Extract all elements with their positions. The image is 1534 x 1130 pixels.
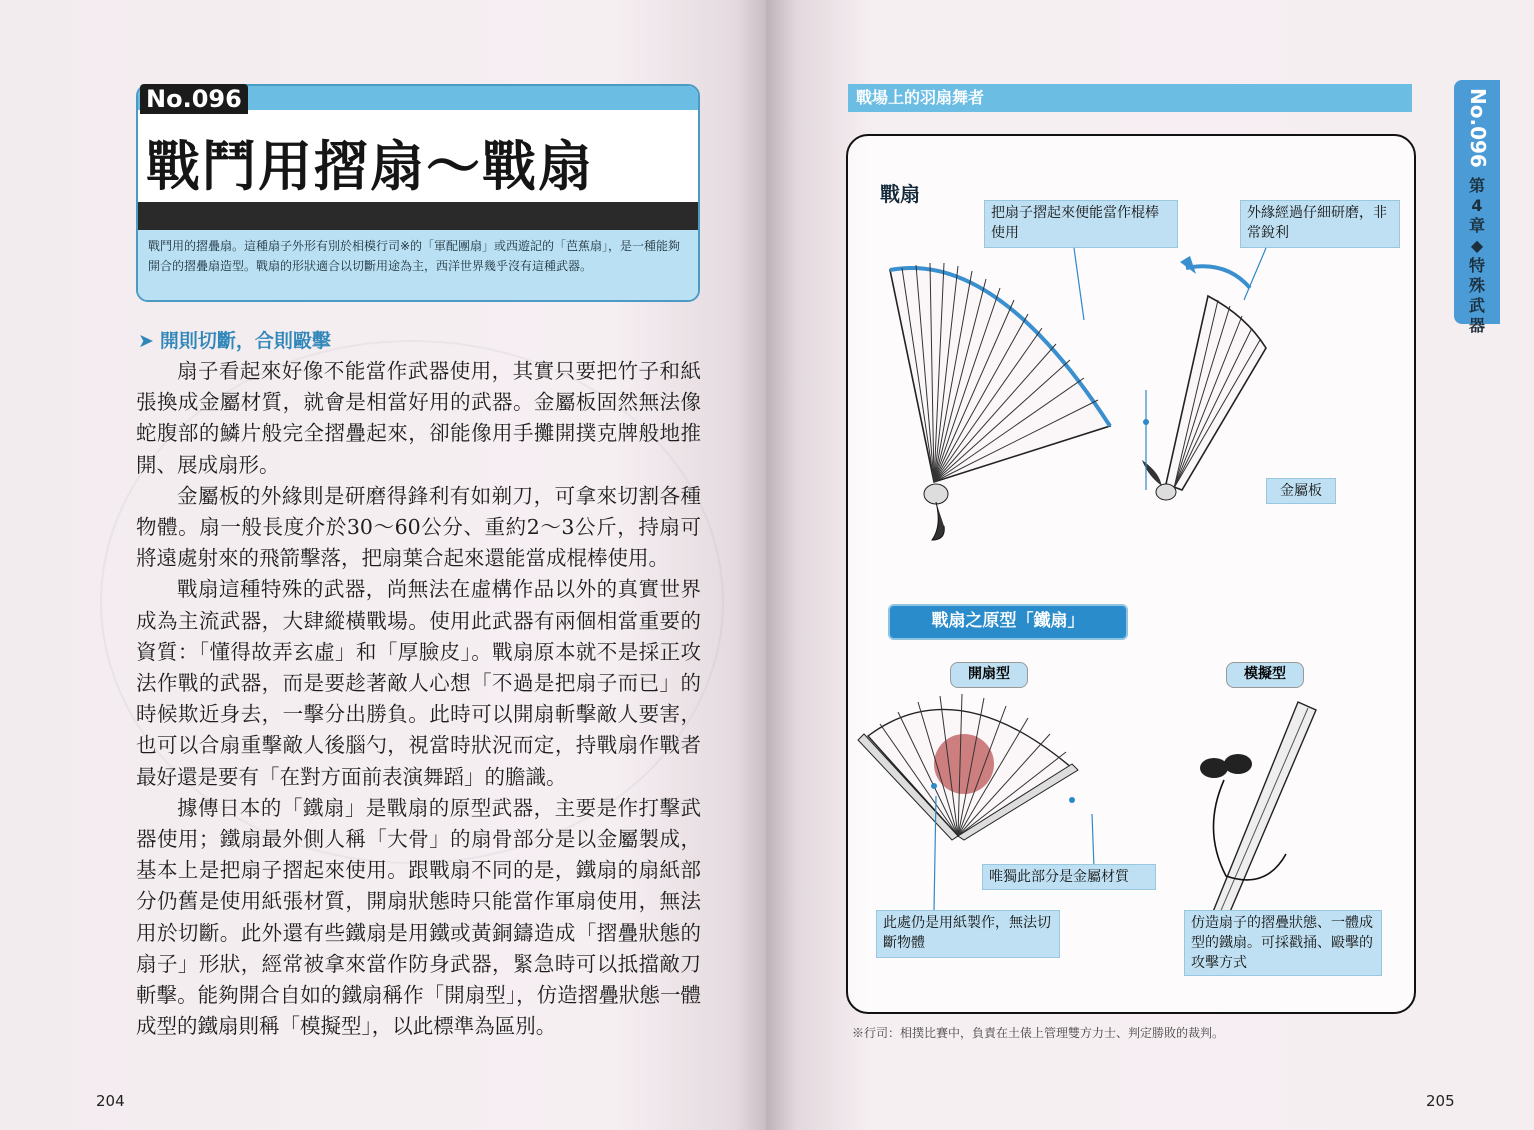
summary-box xyxy=(138,230,698,300)
panel-title: 戰扇 xyxy=(880,182,920,206)
prototype-heading: 戰扇之原型「鐵扇」 xyxy=(888,604,1128,640)
paragraph: 戰扇這種特殊的武器，尚無法在虛構作品以外的真實世界成為主流武器，大肆縱橫戰場。使用此武器有兩個相當重要的資質：「懂得故弄玄虛」和「厚臉皮」。戰扇原本就不是採正攻法作戰的武器，而是要趁著敵人心想「不過是把扇子而已」的時候欺近身去，一擊分出勝負。此時可以開扇斬擊敵人要害，也可以合扇重擊敵人後腦勺，視當時狀況而定，持戰扇作戰者最好還是要有「在對方面前表演舞蹈」的膽識。 xyxy=(136,577,701,789)
callout-edge: 外緣經過仔細研磨，非常銳利 xyxy=(1240,200,1400,248)
callout-mock: 仿造扇子的摺疊狀態、一體成型的鐵扇。可採戳捅、毆擊的攻擊方式 xyxy=(1184,910,1382,976)
iron-fan-mock-illustration xyxy=(1200,702,1316,940)
body-text xyxy=(136,356,701,1042)
label-metal-plate: 金屬板 xyxy=(1266,478,1336,504)
callout-fold: 把扇子摺起來便能當作棍棒使用 xyxy=(984,200,1178,248)
paragraph: 扇子看起來好像不能當作武器使用，其實只要把竹子和紙張換成金屬材質，就會是相當好用的武器。金屬板固然無法像蛇腹部的鱗片般完全摺疊起來，卻能像用手攤開撲克牌般地推開、展成扇形。 xyxy=(136,359,701,477)
label-mock-type: 模擬型 xyxy=(1226,662,1304,688)
summary-text: 戰鬥用的摺疊扇。這種扇子外形有別於相模行司※的「軍配團扇」或西遊記的「芭蕉扇」，是一種能夠開合的摺疊扇造型。戰扇的形狀適合以切斷用途為主，西洋世界幾乎沒有這種武器。 xyxy=(148,239,681,273)
title-dark-bar xyxy=(138,202,698,230)
section-heading-text: 開則切斷，合則毆擊 xyxy=(159,330,331,352)
callout-metal-part: 唯獨此部分是金屬材質 xyxy=(982,864,1156,890)
footnote: ※行司：相撲比賽中，負責在土俵上管理雙方力士、判定勝敗的裁判。 xyxy=(852,1026,1225,1040)
right-page xyxy=(766,0,1534,1130)
page-title: 戰鬥用摺扇～戰扇 xyxy=(146,135,594,198)
entry-number-tab: No.096 xyxy=(140,84,248,114)
paragraph: 據傳日本的「鐵扇」是戰扇的原型武器，主要是作打擊武器使用；鐵扇最外側人稱「大骨」的扇骨部分是以金屬製成，基本上是把扇子摺起來使用。跟戰扇不同的是，鐵扇的扇紙部分仍舊是使用紙張材質，開扇狀態時只能當作軍扇使用，無法用於切斷。此外還有些鐵扇是用鐵或黃銅鑄造成「摺疊狀態的扇子」形狀，經常被拿來當作防身武器，緊急時可以抵擋敵刀斬擊。能夠開合自如的鐵扇稱作「開扇型」，仿造摺疊狀態一體成型的鐵扇則稱「模擬型」，以此標準為區別。 xyxy=(136,795,701,1039)
chapter-side-tab xyxy=(1454,80,1500,335)
page-number: 204 xyxy=(96,1092,125,1110)
side-tab-number: No.096 xyxy=(1466,88,1490,168)
section-heading xyxy=(138,326,331,353)
left-page xyxy=(0,0,766,1130)
war-fan-open-illustration xyxy=(890,263,1110,540)
page-number: 205 xyxy=(1426,1092,1455,1110)
paragraph: 金屬板的外緣則是研磨得鋒利有如剃刀，可拿來切割各種物體。扇一般長度介於30～60公分、重約2～3公斤，持扇可將遠處射來的飛箭擊落，把扇葉合起來還能當成棍棒使用。 xyxy=(136,483,701,571)
figure-header: 戰場上的羽扇舞者 xyxy=(848,84,1412,112)
side-tab-chapter: 第4章◆特殊武器 xyxy=(1468,176,1485,335)
title-box xyxy=(136,84,700,302)
label-open-type: 開扇型 xyxy=(950,662,1028,688)
arrow-icon: ➤ xyxy=(138,330,154,352)
callout-paper: 此處仍是用紙製作，無法切斷物體 xyxy=(876,910,1060,958)
